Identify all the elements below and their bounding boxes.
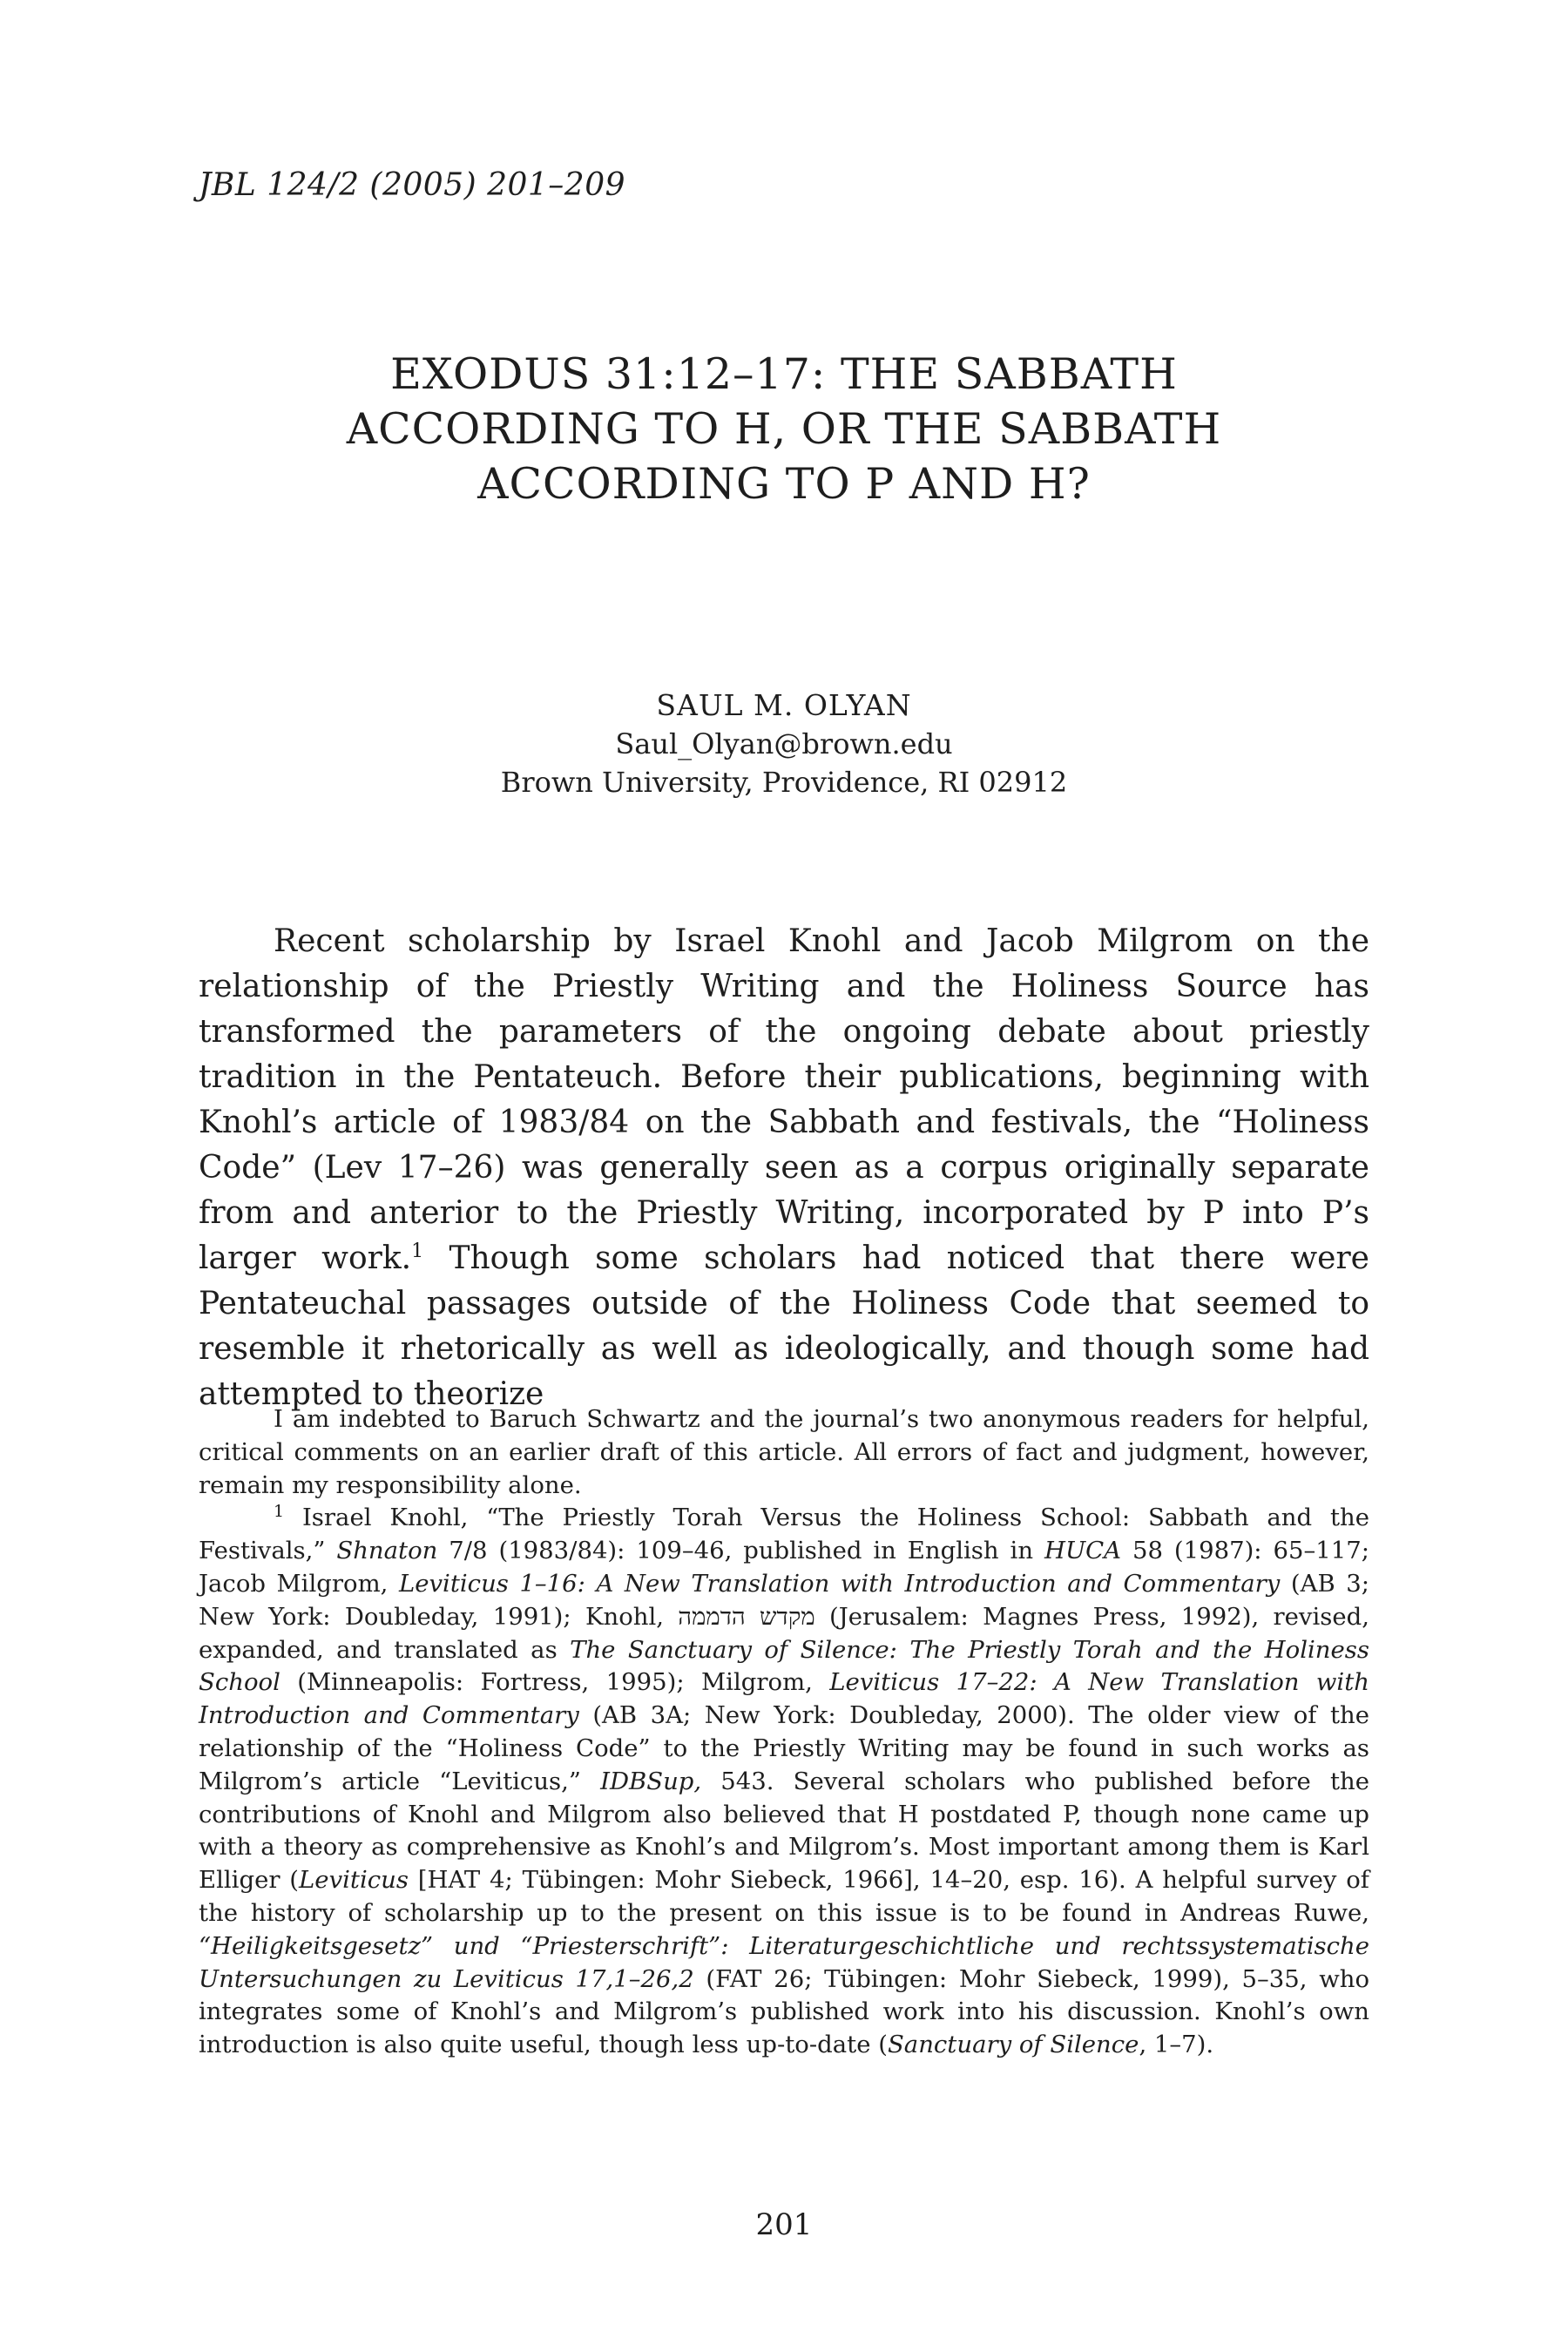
author-block [261,686,1307,801]
body-text [199,919,1369,1417]
page-number: 201 [755,2207,813,2242]
author-name: SAUL M. OLYAN [656,688,912,722]
author-email: Saul_Olyan@brown.edu [615,727,953,760]
acknowledgment-note: I am indebted to Baruch Schwartz and the journal’s two anonymous readers for helpful, critical comments on an earlier draft of this article. All errors of fact and judgment, however, remain my responsibility alone. [199,1405,1369,1499]
title-line: ACCORDING TO H, OR THE SABBATH [346,404,1222,454]
title-line: ACCORDING TO P AND H? [477,459,1091,509]
author-affiliation: Brown University, Providence, RI 02912 [500,766,1068,799]
footnote-marker: 1 [274,1502,285,1522]
body-paragraph: Recent scholarship by Israel Knohl and Jacob Milgrom on the relationship of the Priestly Writing and the Holiness Source has transformed the parameters of the ongoing debate about priestly tradition in the Pentateuch. Before their publications, beginning with Knohl’s article of 1983/84 on the Sabbath and festivals, the “Holiness Code” (Lev 17–26) was generally seen as a corpus originally separate from and anterior to the Priestly Writing, incorporated by P into P’s larger work.$^1$ Though some scholars had noticed that there were Pentateuchal passages outside of the Holiness Code that seemed to resemble it rhetorically as well as ideologically, and though some had attempted to theorize [199,923,1369,1412]
hebrew-title: מקדש הדממה [678,1602,815,1631]
article-title [261,347,1307,511]
journal-citation: JBL 124/2 (2005) 201–209 [199,167,626,203]
footnotes [199,1403,1369,2062]
footnote-1: $^1$ Israel Knohl, “The Priestly Torah Versus the Holiness School: Sabbath and the Festivals,” Shnaton 7/8 (1983/84): 109–46, published in English in HUCA 58 (1987): 65–117; Jacob Milgrom, Leviticus 1–16: A New Translation with Introduction and Commentary (AB 3; New York: Doubleday, 1991); Knohl, מקדש הדממה (Jerusalem: Magnes Press, 1992), revised, expanded, and translated as The Sanctuary of Silence: The Priestly Torah and the Holiness School (Minneapolis: Fortress, 1995); Milgrom, Leviticus 17–22: A New Translation with Introduction and Commentary (AB 3A; New York: Doubleday, 2000). The older view of the relationship of the “Holiness Code” to the Priestly Writing may be found in such works as Milgrom’s article “Leviticus,” IDBSup, 543. Several scholars who published before the contributions of Knohl and Milgrom also believed that H postdated P, though none came up with a theory as comprehensive as Knohl’s and Milgrom’s. Most important among them is Karl Elliger (Leviticus [HAT 4; Tübingen: Mohr Siebeck, 1966], 14–20, esp. 16). A helpful survey of the history of scholarship up to the present on this issue is to be found in Andreas Ruwe, “Heiligkeitsgesetz” und “Priesterschrift”: Literaturgeschichtliche und rechtssystematische Untersuchungen zu Leviticus 17,1–26,2 (FAT 26; Tübingen: Mohr Siebeck, 1999), 5–35, who integrates some of Knohl’s and Milgrom’s published work into his discussion. Knohl’s own introduction is also quite useful, though less up-to-date (Sanctuary of Silence, 1–7). [199,1502,1370,2059]
title-line: EXODUS 31:12–17: THE SABBATH [390,349,1178,399]
footnote-reference: 1 [411,1240,424,1262]
